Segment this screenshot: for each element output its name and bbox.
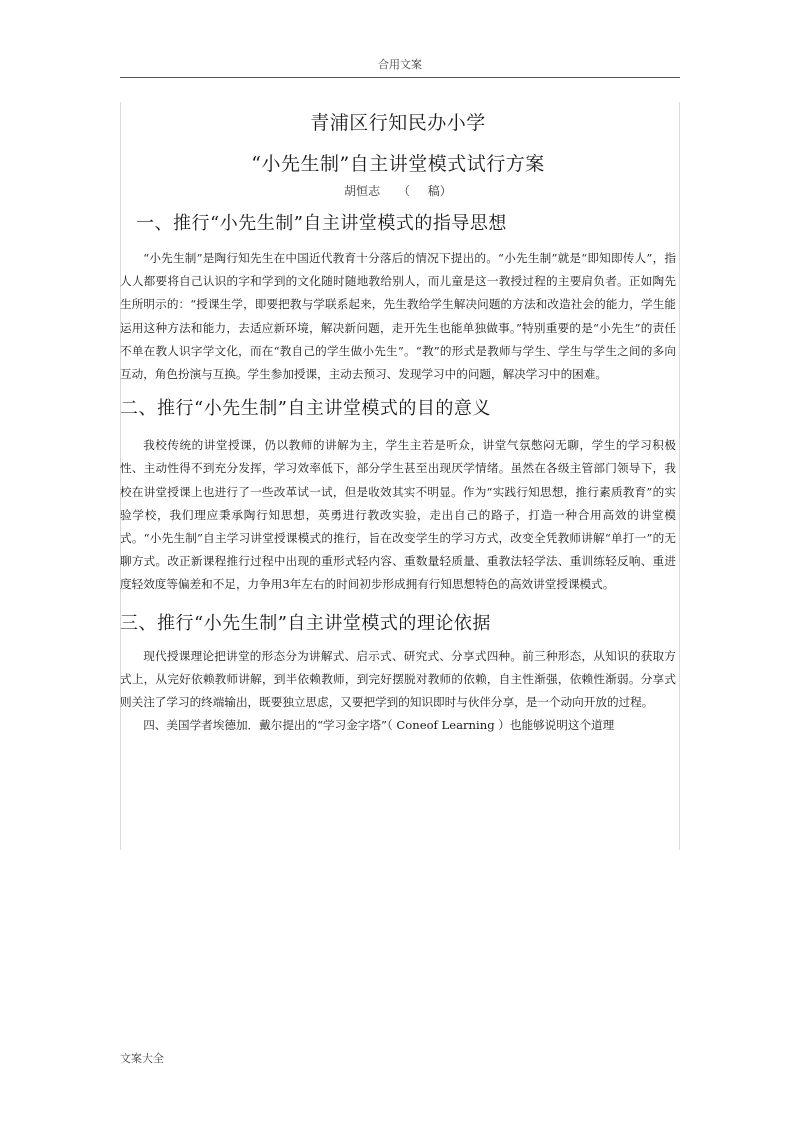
- section-paragraph-learning-pyramid: 四、美国学者埃德加．戴尔提出的“学习金字塔”（ Coneof Learning ）也能够说明这个道理: [143, 718, 615, 733]
- header-divider: [120, 77, 680, 78]
- section-paragraph-guiding-ideology: “小先生制”是陶行知先生在中国近代教育十分落后的情况下提出的。“小先生制”就是“即知即传人”，指人人都要将自己认识的字和学到的文化随时随地教给别人，而儿童是这一教授过程的主要肩负者。正如陶先生所明示的：“授课生学，即要把教与学联系起来，先生教给学生解决问题的方法和改造社会的能力，学生能运用这种方法和能力，去适应新环境，解决新问题，走开先生也能单独做事。”特别重要的是“小先生”的责任不单在教人识字学文化，而在“教自己的学生做小先生”。“教”的形式是教师与学生、学生与学生之间的多向互动，角色扮演与互换。学生参加授课，主动去预习、发现学习中的问题，解决学习中的困难。: [120, 251, 676, 382]
- section-paragraph-purpose: 我校传统的讲堂授课，仍以教师的讲解为主，学生主若是听众，讲堂气氛憋闷无聊，学生的学习积极性、主动性得不到充分发挥，学习效率低下，部分学生甚至出现厌学情绪。虽然在各级主管部门领导下，我校在讲堂授课上也进行了一些改革试一试，但是收效其实不明显。作为“实践行知思想，推行素质教育”的实验学校，我们理应秉承陶行知思想，英勇进行教改实验，走出自己的路子，打造一种合用高效的讲堂模式。“小先生制”自主学习讲堂授课模式的推行，旨在改变学生的学习方式，改变全凭教师讲解“单打一”的无聊方式。改正新课程推行过程中出现的重形式轻内容、重数量轻质量、重教法轻学法、重训练轻反响、重进度轻效度等偏差和不足，力争用3年左右的时间初步形成拥有行知思想特色的高效讲堂授课模式。: [120, 438, 676, 592]
- content-frame-right-border: [679, 102, 680, 850]
- document-body: [120, 104, 676, 737]
- section-heading-purpose: 二、推行“小先生制”自主讲堂模式的目的意义: [120, 398, 491, 420]
- section-paragraph-theoretical-basis: 现代授课理论把讲堂的形态分为讲解式、启示式、研究式、分享式四种。前三种形态，从知识的获取方式上，从完好依赖教师讲解，到半依赖教师，到完好摆脱对教师的依赖，自主性渐强，依赖性渐弱。分享式则关注了学习的终端输出，既要独立思虑，又要把学到的知识即时与伙伴分享，是一个动向开放的过程。: [120, 648, 676, 710]
- section-heading-guiding-ideology: 一、推行“小先生制”自主讲堂模式的指导思想: [136, 213, 507, 234]
- section-heading-theoretical-basis: 三、推行“小先生制”自主讲堂模式的理论依据: [120, 612, 491, 634]
- page-footer-text: 文案大全: [120, 1052, 164, 1065]
- page-header-text: 合用文案: [378, 58, 422, 71]
- document-title-plan: “小先生制”自主讲堂模式试行方案: [251, 153, 545, 175]
- document-title-school: 青浦区行知民办小学: [310, 112, 486, 134]
- document-author: 胡恒志 （ 稿）: [344, 184, 452, 198]
